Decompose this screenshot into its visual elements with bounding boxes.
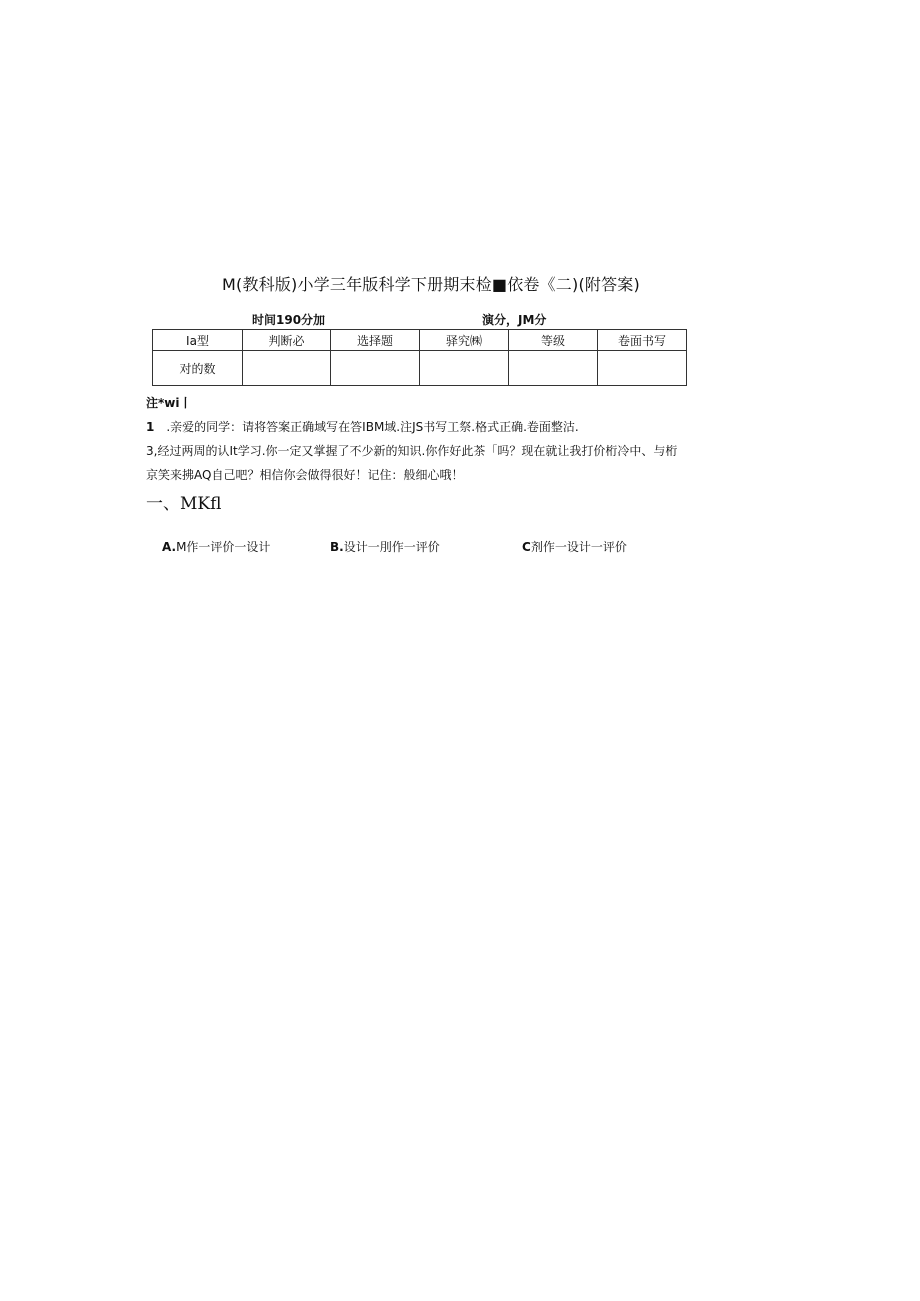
table-header-cell: 选择题 [331, 330, 420, 351]
exam-full-score: 演分，JM分 [482, 313, 547, 327]
section-heading: 一、MKfl [146, 494, 222, 514]
note-item [146, 466, 463, 483]
note-item [146, 442, 677, 459]
table-cell [598, 351, 687, 386]
note-text: 京笑来拂AQ自己吧？相信你会做得很好！记住：般细心哦！ [146, 468, 464, 482]
option-a [162, 538, 270, 555]
option-c [522, 538, 627, 555]
table-header-cell: 判断必 [243, 330, 331, 351]
score-table-header-row [153, 330, 687, 351]
note-item [146, 418, 579, 435]
table-row-label: 对的数 [153, 351, 243, 386]
table-cell [331, 351, 420, 386]
table-header-cell: 等级 [509, 330, 598, 351]
option-text: M作一评价一设计 [176, 540, 271, 554]
document-title: M(教科版)小学三年版科学下册期末检■依卷《二)(附答案) [222, 275, 640, 294]
option-text: 设计一刖作一评价 [343, 540, 440, 554]
table-cell [420, 351, 509, 386]
table-header-cell: 卷面书写 [598, 330, 687, 351]
notes-label: 注*wi丨 [146, 396, 192, 410]
option-letter: A. [162, 540, 177, 554]
option-b [330, 538, 440, 555]
note-text: 3,经过两周的认It学习.你一定又掌握了不少新的知识.你作好此茶「吗？现在就让我打价桁冷中、与桁 [146, 444, 678, 458]
exam-time: 时间190分加 [252, 313, 326, 327]
option-letter: B. [330, 540, 344, 554]
score-table-row [153, 351, 687, 386]
table-cell [509, 351, 598, 386]
table-header-cell: Ia型 [153, 330, 243, 351]
note-number: 1 [146, 420, 155, 434]
table-header-cell: 驿究㈱ [420, 330, 509, 351]
option-letter: C [522, 540, 531, 554]
option-text: 剂作一设计一评价 [530, 540, 627, 554]
score-table [152, 329, 687, 386]
note-text: .亲爱的同学：请将答案正确域写在答IBM域.注JS书写工祭.格式正确.卷面整沽. [166, 420, 579, 434]
table-cell [243, 351, 331, 386]
